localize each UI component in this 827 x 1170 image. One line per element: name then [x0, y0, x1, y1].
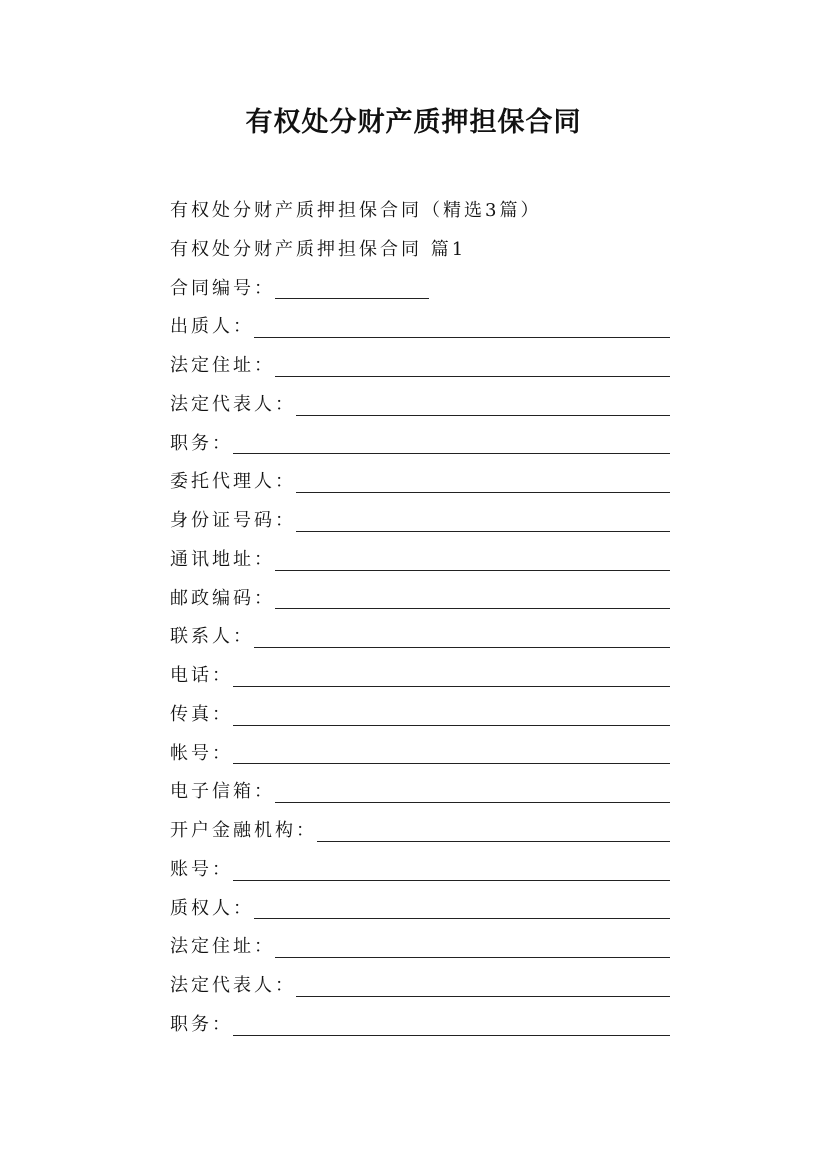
field-position-2	[170, 1006, 670, 1045]
field-label: 职务：	[170, 1013, 233, 1035]
blank-line	[275, 297, 429, 299]
field-legal-address	[170, 347, 670, 386]
field-label: 法定住址：	[170, 355, 275, 376]
blank-line	[275, 569, 670, 571]
field-postal-code	[170, 580, 670, 619]
field-position	[170, 425, 670, 464]
blank-line	[254, 917, 670, 919]
document-title: 有权处分财产质押担保合同	[245, 107, 582, 138]
field-label: 法定代表人：	[170, 393, 296, 415]
field-bank	[170, 812, 670, 851]
blank-line	[296, 491, 670, 493]
field-authorized-agent	[170, 463, 670, 502]
blank-line	[233, 1034, 670, 1036]
field-telephone	[170, 657, 670, 696]
field-label: 通讯地址：	[170, 548, 275, 570]
field-label: 传真：	[170, 703, 233, 725]
blank-line	[275, 375, 670, 377]
field-pledgor	[170, 308, 670, 347]
intro-line	[170, 192, 670, 231]
field-label: 开户金融机构：	[170, 820, 317, 841]
field-bank-account	[170, 851, 670, 890]
field-email	[170, 773, 670, 812]
field-label: 身份证号码：	[170, 510, 296, 531]
field-contract-number	[170, 270, 670, 309]
blank-line	[275, 801, 670, 803]
blank-line	[275, 956, 670, 958]
blank-line	[254, 336, 670, 338]
field-legal-representative	[170, 386, 670, 425]
field-label: 质权人：	[170, 897, 254, 919]
field-label: 法定住址：	[170, 936, 275, 958]
intro-text: 有权处分财产质押担保合同（精选3篇）	[170, 200, 542, 221]
blank-line	[254, 646, 670, 648]
document-body	[170, 192, 670, 1045]
subtitle-line	[170, 231, 670, 270]
field-label: 邮政编码：	[170, 587, 275, 609]
field-label: 出质人：	[170, 316, 254, 338]
blank-line	[233, 724, 670, 726]
field-label: 法定代表人：	[170, 975, 296, 996]
field-label: 帐号：	[170, 742, 233, 764]
field-fax	[170, 696, 670, 735]
field-label: 职务：	[170, 432, 233, 454]
blank-line	[233, 452, 670, 454]
field-label: 电话：	[170, 665, 233, 686]
blank-line	[233, 762, 670, 764]
field-legal-address-2	[170, 928, 670, 967]
field-label: 联系人：	[170, 626, 254, 648]
field-label: 合同编号：	[170, 277, 275, 299]
field-label: 电子信箱：	[170, 781, 275, 803]
field-contact-person	[170, 618, 670, 657]
field-pledgee	[170, 890, 670, 929]
field-legal-representative-2	[170, 967, 670, 1006]
blank-line	[233, 879, 670, 881]
blank-line	[296, 530, 670, 532]
blank-line	[275, 607, 670, 609]
field-label: 账号：	[170, 858, 233, 880]
field-id-number	[170, 502, 670, 541]
subtitle-text: 有权处分财产质押担保合同 篇1	[170, 238, 467, 260]
field-account-number	[170, 735, 670, 774]
blank-line	[296, 995, 670, 997]
blank-line	[233, 685, 670, 687]
blank-line	[317, 840, 670, 842]
field-label: 委托代理人：	[170, 471, 296, 493]
field-mailing-address	[170, 541, 670, 580]
blank-line	[296, 414, 670, 416]
